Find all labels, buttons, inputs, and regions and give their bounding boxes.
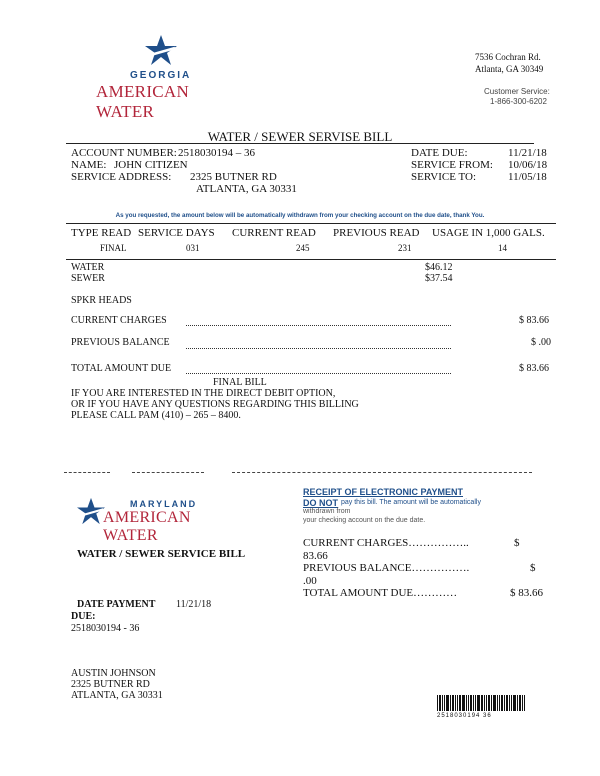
cell-previous-read: 231 xyxy=(398,243,412,253)
barcode xyxy=(437,695,527,713)
barcode-bar xyxy=(470,695,472,711)
leader-dots xyxy=(186,325,451,326)
divider xyxy=(66,259,556,260)
receipt-text-1: pay this bill. The amount will be automatically xyxy=(341,499,481,506)
note-line-3: PLEASE CALL PAM (410) – 265 – 8400. xyxy=(71,410,241,421)
stub-total-label: TOTAL AMOUNT DUE………… xyxy=(303,587,458,599)
company-address-2: Atlanta, GA 30349 xyxy=(475,64,544,74)
service-address-2: ATLANTA, GA 30331 xyxy=(196,183,297,195)
service-address-label: SERVICE ADDRESS: xyxy=(71,171,172,183)
customer-name: JOHN CITIZEN xyxy=(114,159,188,171)
barcode-bar xyxy=(506,695,508,711)
company-address-1: 7536 Cochran Rd. xyxy=(475,52,541,62)
barcode-bar xyxy=(484,695,485,711)
barcode-bar xyxy=(437,695,438,711)
receipt-text-2: withdrawn from xyxy=(303,508,351,515)
barcode-bar xyxy=(457,695,458,711)
barcode-bar xyxy=(481,695,483,711)
star-icon xyxy=(144,34,178,66)
barcode-bar xyxy=(517,695,518,711)
service-from: 10/06/18 xyxy=(508,159,548,171)
mail-address-2: ATLANTA, GA 30331 xyxy=(71,690,163,701)
note-line-1: IF YOU ARE INTERESTED IN THE DIRECT DEBIT OPTION, xyxy=(71,388,336,399)
barcode-bar xyxy=(509,695,510,711)
service-address-1: 2325 BUTNER RD xyxy=(190,171,277,183)
current-charges-amount: $ 83.66 xyxy=(519,315,549,326)
header-type-read: TYPE READ xyxy=(71,227,132,239)
barcode-bar xyxy=(439,695,441,711)
sewer-label: SEWER xyxy=(71,273,105,284)
customer-service-phone: 1-866-300-6202 xyxy=(490,97,547,106)
mail-address-1: 2325 BUTNER RD xyxy=(71,679,150,690)
barcode-bar xyxy=(466,695,467,711)
stub-logo-name: AMERICAN WATER xyxy=(103,509,191,544)
barcode-bar xyxy=(513,695,516,711)
tear-line xyxy=(232,472,532,473)
receipt-text-3: your checking account on the due date. xyxy=(303,517,426,524)
stub-account: 2518030194 - 36 xyxy=(71,623,140,634)
header-previous-read: PREVIOUS READ xyxy=(333,227,420,239)
stub-current-label: CURRENT CHARGES…………….. xyxy=(303,537,469,549)
logo-name: AMERICAN WATER xyxy=(96,82,190,121)
date-due-label: DATE DUE: xyxy=(411,147,468,159)
receipt-title: RECEIPT OF ELECTRONIC PAYMENT xyxy=(303,487,464,497)
tear-line xyxy=(64,472,110,473)
header-current-read: CURRENT READ xyxy=(232,227,316,239)
barcode-number: 2518030194 36 xyxy=(437,713,492,719)
header-service-days: SERVICE DAYS xyxy=(138,227,215,239)
total-due-label: TOTAL AMOUNT DUE xyxy=(71,363,172,374)
stub-previous-label: PREVIOUS BALANCE……………. xyxy=(303,562,470,574)
barcode-bar xyxy=(522,695,523,711)
company-logo xyxy=(96,34,236,121)
stub-previous-value: .00 xyxy=(303,575,317,587)
spkr-heads-label: SPKR HEADS xyxy=(71,295,132,306)
name-label: NAME: xyxy=(71,159,107,171)
logo-state: GEORGIA xyxy=(130,70,192,81)
water-label: WATER xyxy=(71,262,105,273)
previous-balance-label: PREVIOUS BALANCE xyxy=(71,337,170,348)
stub-current-dollar: $ xyxy=(514,537,520,549)
stub-date-payment: 11/21/18 xyxy=(176,599,212,610)
cell-current-read: 245 xyxy=(296,243,310,253)
barcode-bar xyxy=(497,695,498,711)
date-due: 11/21/18 xyxy=(508,147,547,159)
barcode-bar xyxy=(493,695,496,711)
water-amount: $46.12 xyxy=(425,262,453,273)
barcode-bar xyxy=(455,695,456,711)
barcode-bar xyxy=(504,695,505,711)
barcode-bar xyxy=(462,695,465,711)
star-icon xyxy=(76,497,106,525)
due-label: DUE: xyxy=(71,611,96,622)
stub-logo xyxy=(76,495,236,544)
total-due-amount: $ 83.66 xyxy=(519,363,549,374)
barcode-bar xyxy=(488,695,490,711)
barcode-bar xyxy=(444,695,445,711)
barcode-bar xyxy=(501,695,503,711)
barcode-bar xyxy=(519,695,521,711)
leader-dots xyxy=(186,348,451,349)
autopay-notice: As you requested, the amount below will be automatically withdrawn from your checking account on the due date, thank You. xyxy=(115,212,485,219)
barcode-bar xyxy=(442,695,443,711)
customer-service-label: Customer Service: xyxy=(484,87,550,96)
barcode-bar xyxy=(473,695,474,711)
cell-usage: 14 xyxy=(498,243,507,253)
previous-balance-amount: $ .00 xyxy=(531,337,551,348)
barcode-bar xyxy=(446,695,449,711)
leader-dots xyxy=(186,373,451,374)
barcode-bar xyxy=(452,695,454,711)
barcode-bar xyxy=(459,695,461,711)
barcode-bar xyxy=(468,695,469,711)
barcode-bar xyxy=(491,695,492,711)
current-charges-label: CURRENT CHARGES xyxy=(71,315,167,326)
final-bill-label: FINAL BILL xyxy=(213,377,267,388)
date-payment-label: DATE PAYMENT xyxy=(77,599,156,610)
stub-total-value: $ 83.66 xyxy=(510,587,543,599)
divider xyxy=(66,223,556,224)
divider xyxy=(66,143,534,144)
cell-type-read: FINAL xyxy=(100,243,127,253)
account-number-label: ACCOUNT NUMBER: xyxy=(71,147,177,159)
sewer-amount: $37.54 xyxy=(425,273,453,284)
account-number: 2518030194 – 36 xyxy=(178,147,255,159)
bill-title: WATER / SEWER SERVISE BILL xyxy=(207,129,393,144)
barcode-bar xyxy=(450,695,451,711)
header-usage: USAGE IN 1,000 GALS. xyxy=(432,227,545,239)
service-to-label: SERVICE TO: xyxy=(411,171,477,183)
barcode-bar xyxy=(477,695,480,711)
stub-previous-dollar: $ xyxy=(530,562,536,574)
barcode-bar xyxy=(486,695,487,711)
mail-name: AUSTIN JOHNSON xyxy=(71,668,156,679)
cell-service-days: 031 xyxy=(186,243,200,253)
stub-logo-state: MARYLAND xyxy=(130,499,198,509)
service-from-label: SERVICE FROM: xyxy=(411,159,493,171)
do-not-label: DO NOT xyxy=(303,498,338,508)
note-line-2: OR IF YOU HAVE ANY QUESTIONS REGARDING THIS BILLING xyxy=(71,399,359,410)
stub-current-value: 83.66 xyxy=(303,550,328,562)
tear-line xyxy=(132,472,204,473)
stub-title: WATER / SEWER SERVICE BILL xyxy=(77,548,246,560)
service-to: 11/05/18 xyxy=(508,171,547,183)
barcode-bar xyxy=(499,695,500,711)
barcode-bar xyxy=(511,695,512,711)
barcode-bar xyxy=(475,695,476,711)
barcode-bar xyxy=(524,695,525,711)
